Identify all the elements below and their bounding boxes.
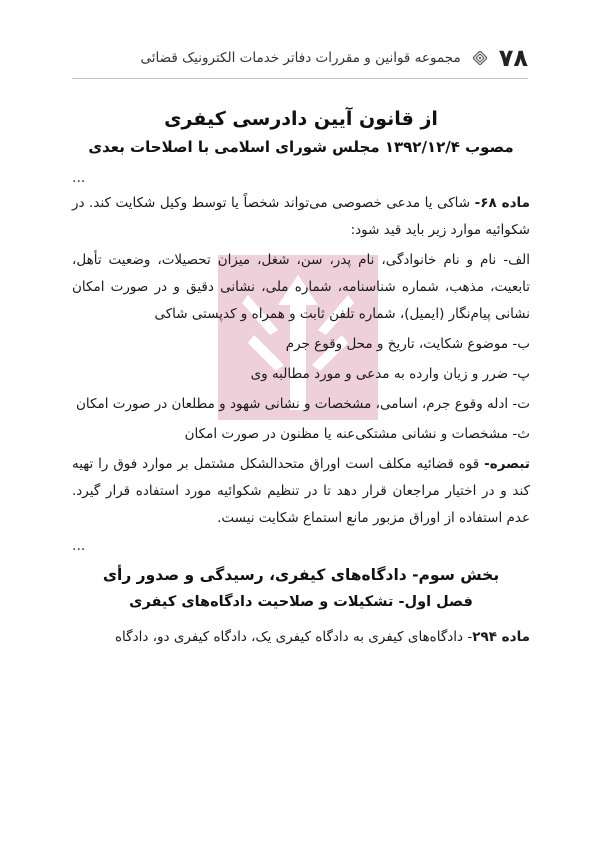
law-title: از قانون آیین دادرسی کیفری bbox=[164, 108, 438, 130]
page-content bbox=[72, 108, 530, 654]
item-se: ث- مشخصات و نشانی مشتکی‌عنه یا مظنون در صورت امکان bbox=[184, 426, 530, 442]
law-subtitle: مصوب ۱۳۹۲/۱۲/۴ مجلس شورای اسلامی با اصلاحات بعدی bbox=[88, 138, 514, 156]
page-header bbox=[72, 38, 528, 79]
ellipsis-middle: ... bbox=[72, 538, 86, 554]
chapter-title: فصل اول- تشکیلات و صلاحیت دادگاه‌های کیفری bbox=[129, 594, 473, 610]
article-68-text: شاکی یا مدعی خصوصی می‌تواند شخصاً یا توسط وکیل شکایت کند. در شکوائیه موارد زیر باید قید شود: bbox=[72, 195, 530, 238]
article-294-label: ماده ۲۹۴ bbox=[472, 629, 530, 645]
note-label: تبصره- bbox=[484, 456, 530, 472]
ellipsis-top: ... bbox=[72, 170, 86, 186]
note bbox=[72, 451, 530, 532]
note-text: قوه قضائیه مکلف است اوراق متحدالشکل مشتمل بر موارد فوق را تهیه کند و در اختیار مراجعان قرار دهد تا در تنظیم شکوائیه مورد استفاده قرار گیرد. عدم استفاده از اوراق مزبور مانع استماع شکایت نیست. bbox=[72, 456, 530, 526]
page-number: ۷۸ bbox=[498, 44, 528, 72]
article-294-text: - دادگاه‌های کیفری به دادگاه کیفری یک، دادگاه کیفری دو، دادگاه bbox=[114, 629, 473, 645]
article-68-label: ماده ۶۸- bbox=[474, 195, 530, 211]
section-title: بخش سوم- دادگاه‌های کیفری، رسیدگی و صدور رأی bbox=[102, 566, 500, 584]
diamond-ornament-icon bbox=[473, 51, 487, 65]
running-title: مجموعه قوانین و مقررات دفاتر خدمات الکترونیک قضائی bbox=[140, 50, 461, 66]
article-294 bbox=[72, 624, 530, 651]
article-68 bbox=[72, 190, 530, 244]
item-pe: پ- ضرر و زیان وارده به مدعی و مورد مطالبه وی bbox=[250, 366, 530, 382]
item-be: ب- موضوع شکایت، تاریخ و محل وقوع جرم bbox=[285, 336, 530, 352]
item-te: ت- ادله وقوع جرم، اسامی، مشخصات و نشانی شهود و مطلعان در صورت امکان bbox=[76, 396, 530, 412]
item-alef: الف- نام و نام خانوادگی، نام پدر، سن، شغل، میزان تحصیلات، وضعیت تأهل، تابعیت، مذهب، شماره شناسنامه، شماره ملی، نشانی دقیق و در صورت امکان نشانی پیام‌نگار (ایمیل)، شماره تلفن ثابت و همراه و کدپستی شاکی bbox=[72, 252, 530, 322]
